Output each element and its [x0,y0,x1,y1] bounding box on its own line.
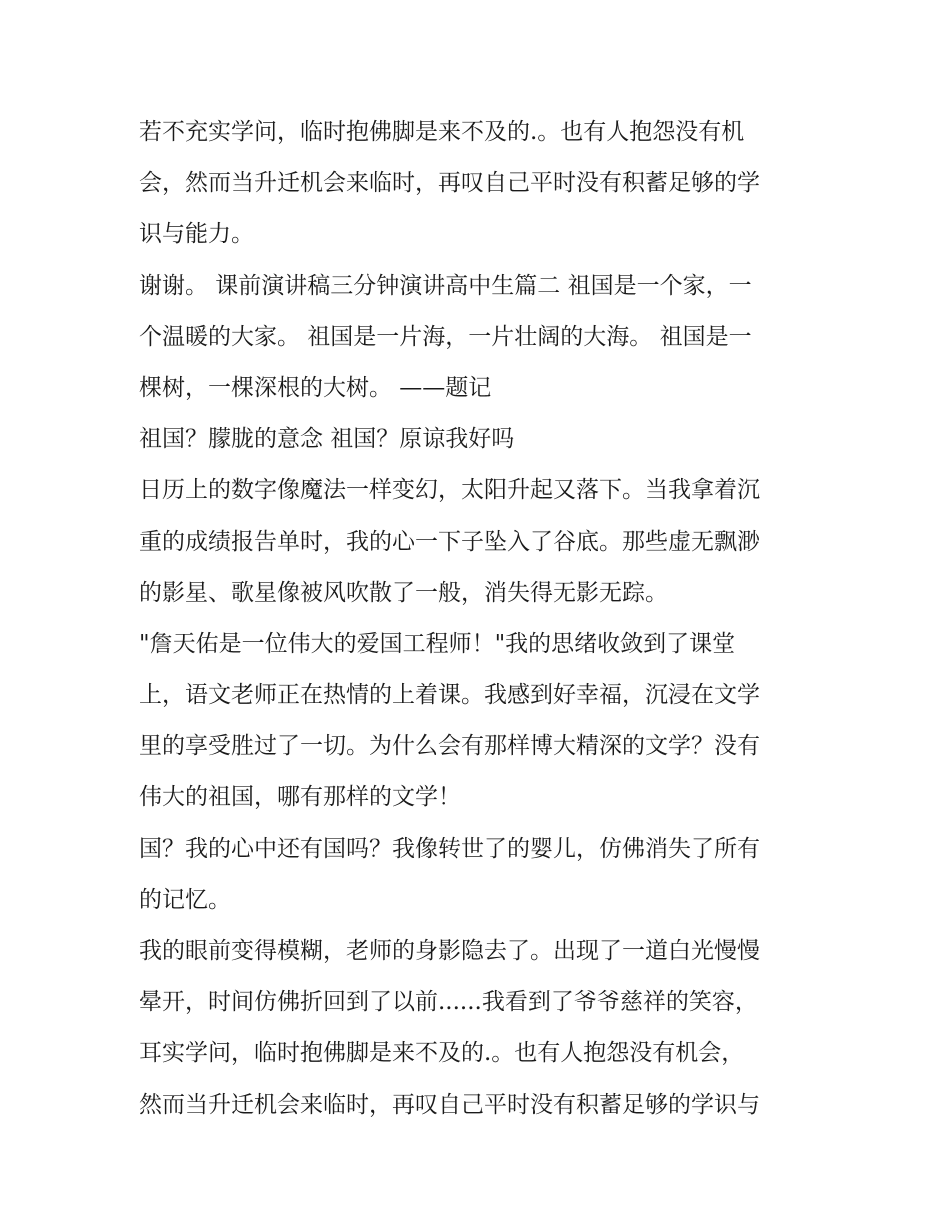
text-line: 识与能力。 [139,221,254,248]
text-line: 伟大的祖国，哪有那样的文学！ [139,784,461,811]
text-line: 重的成绩报告单时，我的心一下子坠入了谷底。那些虚无飘渺 [139,528,760,555]
text-line: 会，然而当升迁机会来临时，再叹自己平时没有积蓄足够的学 [139,170,760,197]
text-line: 的记忆。 [139,886,231,913]
text-line: 然而当升迁机会来临时，再叹自己平时没有积蓄足够的学识与 [139,1091,760,1118]
text-line: 祖国？朦胧的意念 祖国？原谅我好吗 [139,426,515,453]
text-line: 晕开，时间仿佛折回到了以前......我看到了爷爷慈祥的笑容， [139,989,758,1016]
text-line: 里的享受胜过了一切。为什么会有那样博大精深的文学？没有 [139,733,760,760]
text-line: 国？我的心中还有国吗？我像转世了的婴儿，仿佛消失了所有 [139,835,760,862]
text-line: "詹天佑是一位伟大的爱国工程师！"我的思绪收敛到了课堂 [139,630,736,657]
document-body [139,112,819,1136]
text-line: 耳实学问，临时抱佛脚是来不及的.。也有人抱怨没有机会， [139,1040,745,1067]
text-line: 的影星、歌星像被风吹散了一般，消失得无影无踪。 [139,579,668,606]
text-line: 棵树，一棵深根的大树。 ——题记 [139,374,492,401]
text-line: 个温暖的大家。 祖国是一片海，一片壮阔的大海。 祖国是一 [139,323,752,350]
text-line: 谢谢。 课前演讲稿三分钟演讲高中生篇二 祖国是一个家，一 [139,272,752,299]
text-line: 若不充实学问，临时抱佛脚是来不及的.。也有人抱怨没有机 [139,119,745,145]
text-line: 我的眼前变得模糊，老师的身影隐去了。出现了一道白光慢慢 [139,938,760,964]
text-line: 日历上的数字像魔法一样变幻，太阳升起又落下。当我拿着沉 [139,477,760,504]
text-line: 上，语文老师正在热情的上着课。我感到好幸福，沉浸在文学 [139,682,760,709]
